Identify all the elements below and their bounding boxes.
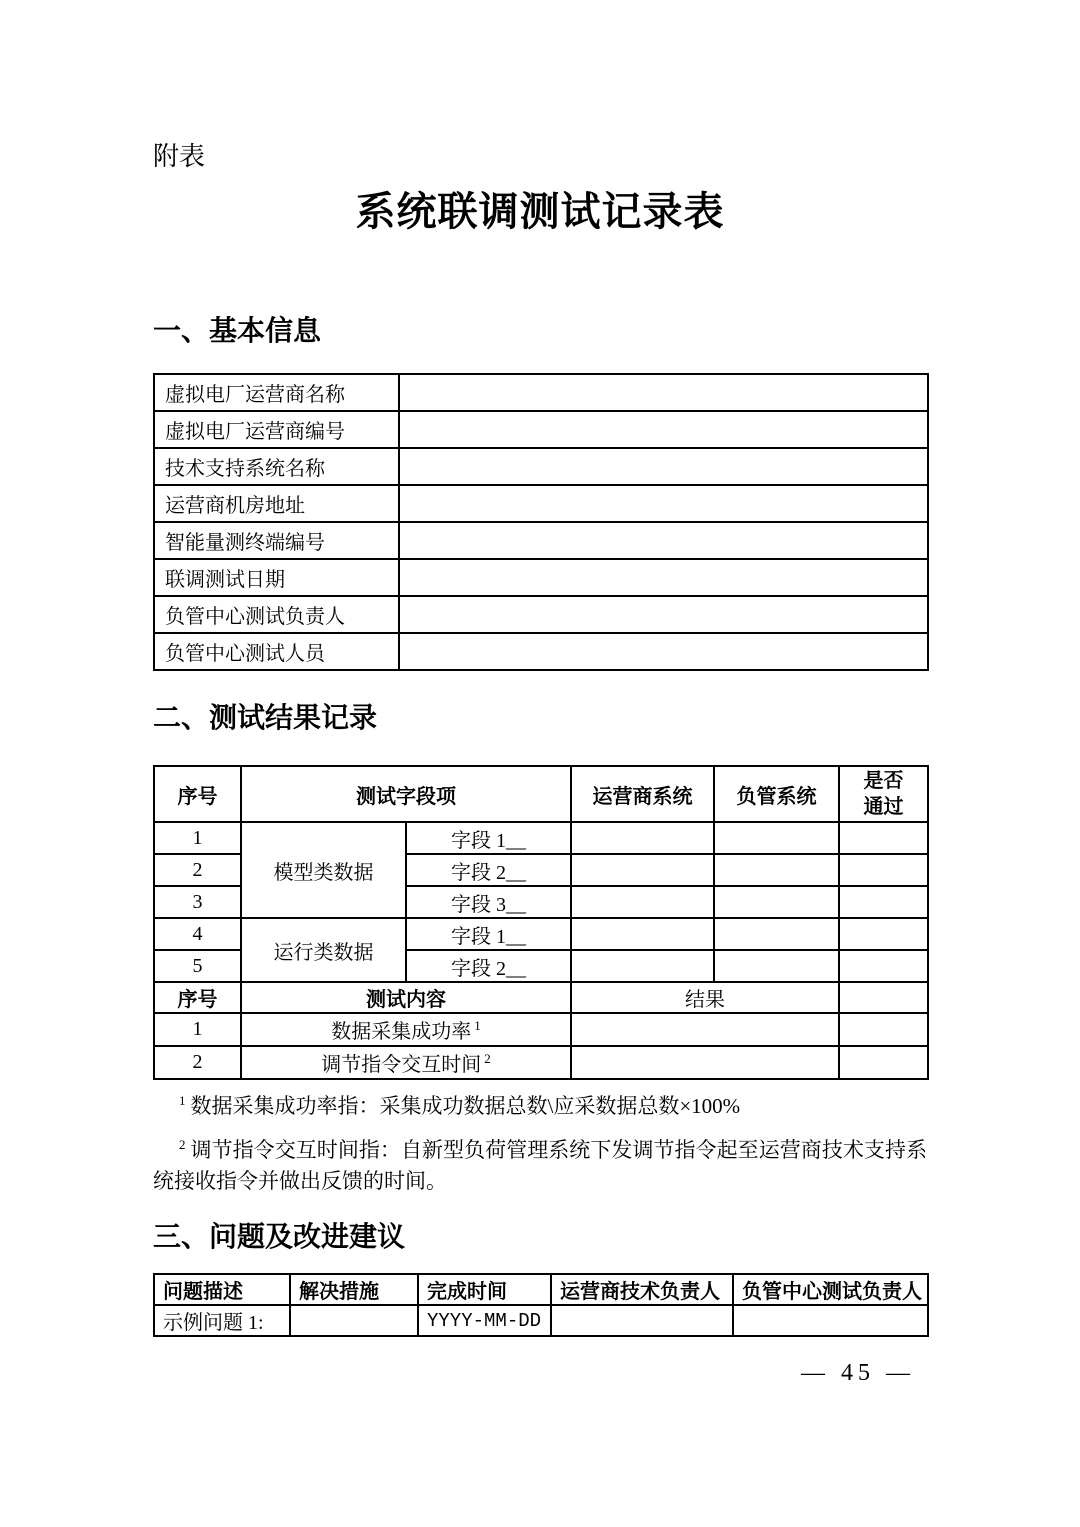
column-header-problem: 问题描述 [154, 1274, 290, 1305]
footnote-ref-2: 2 [484, 1051, 491, 1067]
column-header-field-item: 测试字段项 [241, 766, 571, 822]
column-header-center-lead: 负管中心测试负责人 [733, 1274, 928, 1305]
table-row [154, 485, 928, 522]
seq-cell: 5 [154, 950, 241, 982]
table-row [154, 374, 928, 411]
field-cell: 字段 2__ [406, 854, 571, 886]
empty-result-cell [571, 1046, 839, 1079]
empty-value-cell [733, 1305, 928, 1336]
table-header-row [154, 1274, 928, 1305]
table-row [154, 822, 928, 854]
table-row [154, 1013, 928, 1046]
empty-value-cell [571, 918, 714, 950]
table-row [154, 918, 928, 950]
column-header-test-content: 测试内容 [241, 982, 571, 1013]
field-label: 智能量测终端编号 [154, 522, 399, 559]
page-number: — 45 — [801, 1360, 915, 1386]
empty-value-cell [571, 950, 714, 982]
empty-value-cell [399, 485, 928, 522]
field-cell: 字段 1__ [406, 822, 571, 854]
footnote-1 [153, 1091, 927, 1122]
empty-value-cell [399, 411, 928, 448]
empty-value-cell [399, 374, 928, 411]
empty-value-cell [399, 522, 928, 559]
section-heading-issues: 三、问题及改进建议 [153, 1221, 406, 1252]
table-row [154, 411, 928, 448]
seq-cell: 4 [154, 918, 241, 950]
empty-result-cell [571, 1013, 839, 1046]
empty-value-cell [399, 448, 928, 485]
column-header-seq: 序号 [154, 766, 241, 822]
seq-cell: 2 [154, 1046, 241, 1079]
empty-value-cell [839, 918, 928, 950]
empty-value-cell [714, 918, 839, 950]
document-title: 系统联调测试记录表 [355, 189, 725, 234]
footnote-text: 调节指令交互时间指：自新型负荷管理系统下发调节指令起至运营商技术支持系统接收指令并做出反馈的时间。 [153, 1138, 927, 1193]
field-label: 联调测试日期 [154, 559, 399, 596]
seq-cell: 2 [154, 854, 241, 886]
field-label: 虚拟电厂运营商名称 [154, 374, 399, 411]
column-header-result: 结果 [571, 982, 839, 1013]
empty-value-cell [571, 886, 714, 918]
seq-cell: 3 [154, 886, 241, 918]
seq-cell: 1 [154, 1013, 241, 1046]
column-header-load-mgmt-system: 负管系统 [714, 766, 839, 822]
table-row [154, 448, 928, 485]
finish-time-cell: YYYY-MM-DD [418, 1305, 551, 1336]
field-label: 负管中心测试负责人 [154, 596, 399, 633]
basic-info-table [153, 373, 929, 671]
column-header-operator-system: 运营商系统 [571, 766, 714, 822]
table-row [154, 1046, 928, 1079]
empty-value-cell [839, 822, 928, 854]
category-cell-model-data: 模型类数据 [241, 822, 406, 918]
table-row [154, 596, 928, 633]
column-header-operator-lead: 运营商技术负责人 [551, 1274, 733, 1305]
field-cell: 字段 2__ [406, 950, 571, 982]
category-cell-operation-data: 运行类数据 [241, 918, 406, 982]
section-heading-test-results: 二、测试结果记录 [153, 702, 378, 733]
field-label: 虚拟电厂运营商编号 [154, 411, 399, 448]
footnote-marker-1: 1 [179, 1093, 186, 1108]
empty-value-cell [571, 854, 714, 886]
empty-value-cell [839, 1013, 928, 1046]
column-header-finish-time: 完成时间 [418, 1274, 551, 1305]
table-row [154, 522, 928, 559]
empty-value-cell [839, 982, 928, 1013]
empty-value-cell [714, 886, 839, 918]
test-results-table [153, 765, 929, 1080]
field-cell: 字段 1__ [406, 918, 571, 950]
field-label: 技术支持系统名称 [154, 448, 399, 485]
column-header-seq: 序号 [154, 982, 241, 1013]
footnote-marker-2: 2 [179, 1137, 186, 1152]
test-content-cell [241, 1046, 571, 1079]
footnote-ref-1: 1 [474, 1018, 481, 1034]
empty-value-cell [714, 822, 839, 854]
empty-value-cell [839, 854, 928, 886]
empty-value-cell [571, 822, 714, 854]
empty-value-cell [839, 950, 928, 982]
footnote-2 [153, 1135, 927, 1197]
table-row [154, 1305, 928, 1336]
column-header-solution: 解决措施 [290, 1274, 418, 1305]
footnote-text: 数据采集成功率指：采集成功数据总数\应采数据总数×100% [190, 1094, 741, 1118]
empty-value-cell [714, 854, 839, 886]
empty-value-cell [399, 596, 928, 633]
empty-value-cell [551, 1305, 733, 1336]
issues-table [153, 1273, 929, 1337]
table-subheader-row [154, 982, 928, 1013]
empty-value-cell [839, 886, 928, 918]
column-header-pass [839, 766, 928, 822]
table-row [154, 633, 928, 670]
appendix-label: 附表 [153, 141, 206, 171]
example-problem-cell: 示例问题 1: [154, 1305, 290, 1336]
table-row [154, 559, 928, 596]
empty-value-cell [290, 1305, 418, 1336]
empty-value-cell [399, 633, 928, 670]
empty-value-cell [399, 559, 928, 596]
pass-label-line1: 是否 [863, 770, 904, 792]
test-content-cell [241, 1013, 571, 1046]
seq-cell: 1 [154, 822, 241, 854]
empty-value-cell [839, 1046, 928, 1079]
pass-label-line2: 通过 [863, 796, 904, 818]
test-content-text: 调节指令交互时间 [321, 1054, 482, 1076]
field-label: 运营商机房地址 [154, 485, 399, 522]
field-cell: 字段 3__ [406, 886, 571, 918]
section-heading-basic-info: 一、基本信息 [153, 315, 322, 346]
empty-value-cell [714, 950, 839, 982]
test-content-text: 数据采集成功率 [331, 1021, 472, 1043]
table-header-row [154, 766, 928, 822]
field-label: 负管中心测试人员 [154, 633, 399, 670]
